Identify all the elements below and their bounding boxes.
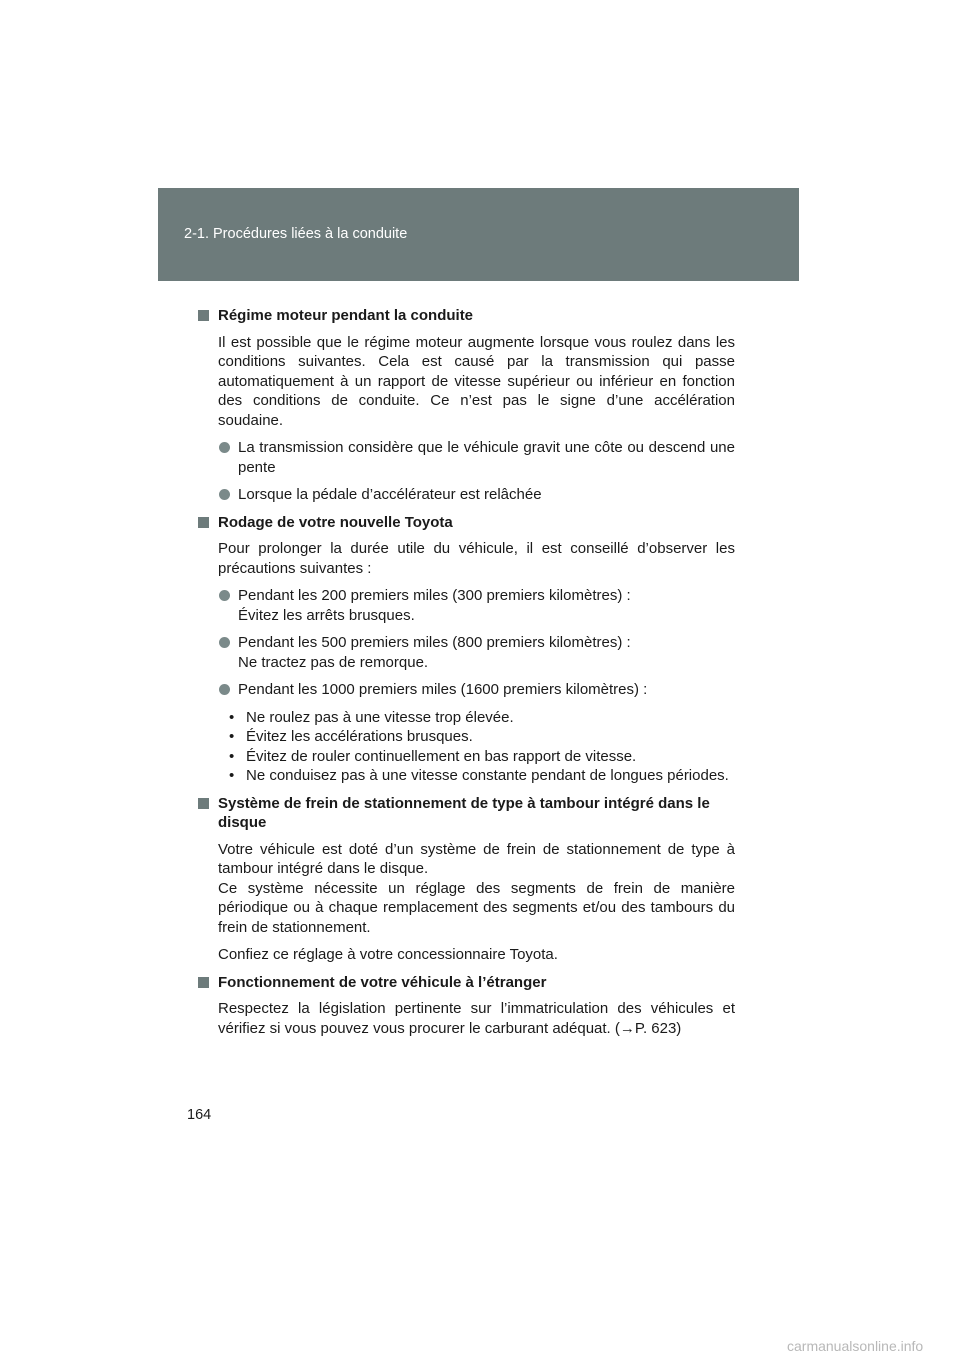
section-title: Rodage de votre nouvelle Toyota [198,513,735,533]
sub-list-item: • Ne roulez pas à une vitesse trop élevée. [229,708,514,726]
square-bullet-icon [198,310,209,321]
paragraph: Respectez la législation pertinente sur l’immatriculation des véhicules et vérifiez si vous pouvez vous procurer le carburant adéquat. (→P. 623) [218,1000,735,1037]
page-number: 164 [187,1107,212,1123]
section-title: Fonctionnement de votre véhicule à l’étranger [198,973,735,993]
circle-bullet-icon [219,684,230,695]
header-band [158,188,799,281]
list-item: Pendant les 200 premiers miles (300 premiers kilomètres) : Évitez les arrêts brusques. [198,586,735,625]
paragraph: Il est possible que le régime moteur augmente lorsque vous roulez dans les conditions suivantes. Cela est causé par la transmission qui passe automatiquement à un rapport de vitesse supérieur ou inférieur en fonction des conditions de conduite. Ce n’est pas le signe d’une accélération soudaine. [218,333,735,429]
page-content [198,306,735,1038]
list-item: Pendant les 500 premiers miles (800 premiers kilomètres) : Ne tractez pas de remorque. [198,633,735,672]
paragraph: Pour prolonger la durée utile du véhicule, il est conseillé d’observer les précautions suivantes : [218,540,735,577]
square-bullet-icon [198,798,209,809]
list-item: La transmission considère que le véhicule gravit une côte ou descend une pente [198,438,735,477]
sub-list-item: • Ne conduisez pas à une vitesse constante pendant de longues périodes. [229,767,729,784]
sub-list-item: • Évitez les accélérations brusques. [229,728,473,745]
paragraph: Confiez ce réglage à votre concessionnaire Toyota. [218,946,558,963]
section-title: Régime moteur pendant la conduite [198,306,735,326]
paragraph: Votre véhicule est doté d’un système de frein de stationnement de type à tambour intégré dans le disque. [218,840,735,877]
circle-bullet-icon [219,637,230,648]
sub-list-item: • Évitez de rouler continuellement en bas rapport de vitesse. [229,747,637,765]
circle-bullet-icon [219,590,230,601]
breadcrumb: 2-1. Procédures liées à la conduite [184,226,408,242]
list-item: Lorsque la pédale d’accélérateur est relâchée [198,485,735,505]
paragraph: Ce système nécessite un réglage des segments de frein de manière périodique ou à chaque remplacement des segments et/ou des tambours du frein de stationnement. [218,879,735,936]
watermark: carmanualsonline.info [787,1338,924,1354]
square-bullet-icon [198,517,209,528]
circle-bullet-icon [219,489,230,500]
square-bullet-icon [198,977,209,988]
section-title: Système de frein de stationnement de type à tambour intégré dans le disque [198,794,735,833]
list-item: Pendant les 1000 premiers miles (1600 premiers kilomètres) : [198,680,735,700]
circle-bullet-icon [219,442,230,453]
